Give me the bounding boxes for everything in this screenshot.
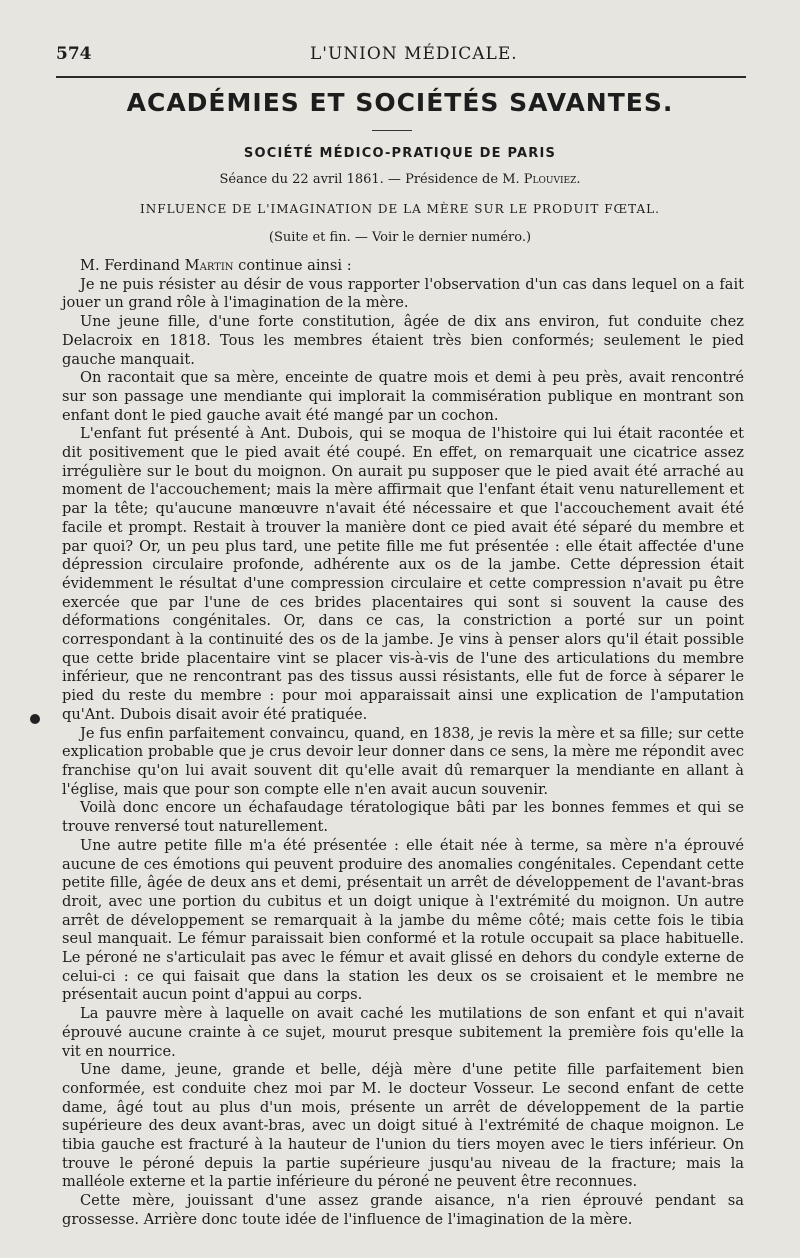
paragraph: Je ne puis résister au désir de vous rapporter l'observation d'un cas dans lequel on a fait jouer un grand rôle à l'imagination de la mère.: [62, 275, 744, 312]
paragraph: On racontait que sa mère, enceinte de quatre mois et demi à peu près, avait rencontré sur son passage une mendiante qui implorait la commisération publique en montrant son enfant dont le pied gauche avait été mangé par un cochon.: [62, 369, 744, 424]
paragraph: Une jeune fille, d'une forte constitution, âgée de dix ans environ, fut conduite chez Delacroix en 1818. Tous les membres étaient très bien conformés; seulement le pied gauche manquait.: [62, 313, 744, 368]
paragraph: Voilà donc encore un échafaudage tératologique bâti par les bonnes femmes et qui se trouve renversé tout naturellement.: [62, 799, 744, 836]
society-name: SOCIÉTÉ MÉDICO-PRATIQUE DE PARIS: [243, 146, 557, 161]
margin-dot: [30, 714, 40, 724]
running-head: [56, 44, 746, 70]
session-president: Plouviez.: [523, 172, 581, 187]
paragraph: Une dame, jeune, grande et belle, déjà mère d'une petite fille parfaitement bien conformée, est conduite chez moi par M. le docteur Vosseur. Le second enfant de cette dame, âgé tout au plus d'un mois, présente un arrêt de développement de la partie supérieure des deux avant-bras, avec un doigt situé à l'extrémité de chaque moignon. Le tibia gauche est fracturé à la hauteur de l'union du tiers moyen avec le tiers inférieur. On trouve le péroné depuis la partie supérieure jusqu'au niveau de la fracture; mais la malléole externe et la partie inférieure du péroné ne peuvent être reconnues.: [62, 1061, 744, 1191]
paragraph: Cette mère, jouissant d'une assez grande aisance, n'a rien éprouvé pendant sa grossesse. Arrière donc toute idée de l'influence de l'imagination de la mère.: [62, 1192, 744, 1228]
article-subject: INFLUENCE DE L'IMAGINATION DE LA MÈRE SUR LE PRODUIT FŒTAL.: [140, 202, 660, 216]
continuation-note: (Suite et fin. — Voir le dernier numéro.): [268, 230, 532, 245]
opening-prefix: M. Ferdinand: [80, 257, 185, 274]
session-date: Séance du 22 avril 1861. — Présidence de M.: [219, 172, 524, 187]
journal-title: L'UNION MÉDICALE.: [310, 44, 518, 64]
speaker-name: Martin: [184, 257, 234, 274]
session-line: [0, 172, 800, 187]
paragraph: La pauvre mère à laquelle on avait caché les mutilations de son enfant et qui n'avait éprouvé aucune crainte à ce sujet, mourut presque subitement la première fois qu'elle la vit en nourrice.: [62, 1005, 744, 1060]
title-divider: [372, 130, 412, 131]
paragraph: Une autre petite fille m'a été présentée : elle était née à terme, sa mère n'a éprouvé aucune de ces émotions qui peuvent produire des anomalies congénitales. Cependant cette petite fille, âgée de deux ans et demi, présentait un arrêt de développement de l'avant-bras droit, avec une portion du cubitus et un doigt unique à l'extrémité du moignon. Un autre arrêt de développement se remarquait à la jambe du même côté; mais cette fois le tibia seul manquait. Le fémur paraissait bien conformé et la rotule occupait sa place habituelle. Le péroné ne s'articulait pas avec le fémur et avait glissé en dehors du condyle externe de celui-ci : ce qui faisait que dans la station les deux os se croisaient et le membre ne présentait aucun point d'appui au corps.: [62, 836, 744, 1004]
paragraph: Je fus enfin parfaitement convaincu, quand, en 1838, je revis la mère et sa fille; sur cette explication probable que je crus devoir leur donner dans ce sens, la mère me répondit avec franchise qu'on lui avait souvent dit qu'elle avait dû remarquer la mendiante en allant à l'église, mais que pour son compte elle n'en avait aucun souvenir.: [62, 724, 744, 798]
header-rule: [56, 76, 746, 78]
page-number: 574: [56, 44, 92, 64]
article-body: [62, 257, 744, 1230]
paragraph: L'enfant fut présenté à Ant. Dubois, qui se moqua de l'histoire qui lui était racontée et dit positivement que le pied avait été coupé. En effet, on remarquait une cicatrice assez irrégulière sur le bout du moignon. On aurait pu supposer que le pied avait été arraché au moment de l'accouchement; mais la mère affirmait que l'enfant était venu naturellement et par la tête; qu'aucune manœuvre n'avait été nécessaire et que l'accouchement avait été facile et prompt. Restait à trouver la manière dont ce pied avait été séparé du membre et par quoi? Or, un peu plus tard, une petite fille me fut présentée : elle était affectée d'une dépression circulaire profonde, adhérente aux os de la jambe. Cette dépression était évidemment le résultat d'une compression circulaire et cette compression n'avait pu être exercée que par l'une de ces brides placentaires qui sont si souvent la cause des déformations congénitales. Or, dans ce cas, la constriction a porté sur un point correspondant à la continuité des os de la jambe. Je vins à penser alors qu'il était possible que cette bride placentaire vint se placer vis-à-vis de l'une des articulations du membre inférieur, que ne rencontrant pas des tissus aussi résistants, elle fut de force à séparer le pied du reste du membre : pour moi apparaissait ainsi une explication de l'amputation qu'Ant. Dubois disait avoir été pratiquée.: [62, 425, 744, 723]
section-title: ACADÉMIES ET SOCIÉTÉS SAVANTES.: [126, 88, 674, 117]
opening-line: [62, 257, 744, 276]
opening-suffix: continue ainsi :: [233, 257, 352, 274]
